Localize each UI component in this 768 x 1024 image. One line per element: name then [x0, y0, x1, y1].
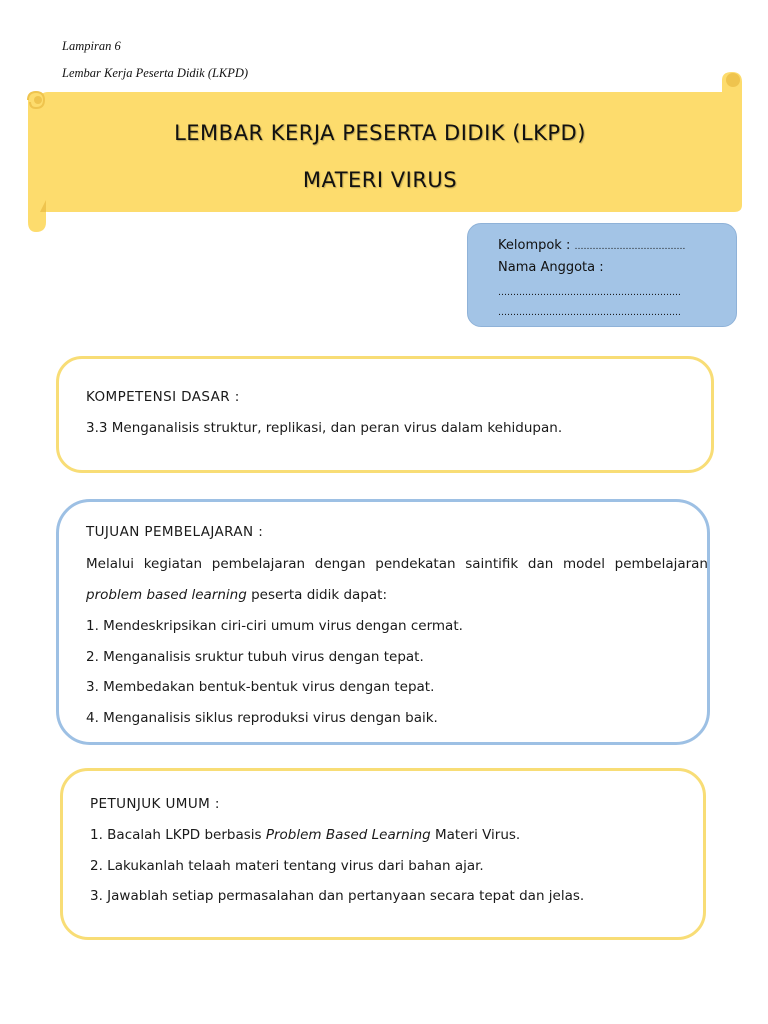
basic-competence-text: 3.3 Menganalisis struktur, replikasi, dan peran virus dalam kehidupan.: [86, 420, 563, 436]
attachment-label: Lampiran 6: [62, 39, 121, 53]
members-label: Nama Anggota :: [498, 260, 604, 275]
document-subtitle: Lembar Kerja Peserta Didik (LKPD): [62, 66, 249, 80]
scroll-banner: [0, 0, 768, 240]
objective-item: 4. Menganalisis siklus reproduksi virus dengan baik.: [86, 710, 438, 726]
basic-competence-heading: KOMPETENSI DASAR :: [86, 389, 240, 405]
objective-item: 1. Mendeskripsikan ciri-ciri umum virus dengan cermat.: [86, 618, 463, 634]
members-blank-2[interactable]: …………………………………………………….: [498, 308, 681, 318]
general-instructions-box: [60, 768, 706, 940]
group-name-blank: ……………………………….: [574, 242, 686, 252]
learning-objectives-box: [56, 499, 710, 745]
basic-competence-box: [56, 356, 714, 473]
general-instructions-heading: PETUNJUK UMUM :: [90, 796, 220, 812]
objective-item: 2. Menganalisis sruktur tubuh virus dengan tepat.: [86, 649, 424, 665]
objective-item: 3. Membedakan bentuk-bentuk virus dengan tepat.: [86, 679, 435, 695]
pbl-term: Problem Based Learning: [265, 827, 431, 843]
group-info-box: [467, 223, 737, 327]
learning-objectives-intro: Melalui kegiatan pembelajaran dengan pendekatan saintifik dan model pembelajaran: [86, 556, 708, 572]
learning-objectives-heading: TUJUAN PEMBELAJARAN :: [86, 524, 264, 540]
banner-title: LEMBAR KERJA PESERTA DIDIK (LKPD): [174, 121, 586, 145]
instruction-item: 3. Jawablah setiap permasalahan dan pertanyaan secara tepat dan jelas.: [90, 888, 585, 904]
group-label: Kelompok :: [498, 238, 571, 253]
pbl-term: problem based learning: [86, 587, 247, 603]
group-name-field[interactable]: [498, 238, 685, 253]
instruction-item: 2. Lakukanlah telaah materi tentang virus dari bahan ajar.: [90, 858, 484, 874]
instruction-item: 1. Bacalah LKPD berbasis Problem Based Learning Materi Virus.: [90, 827, 521, 843]
members-blank-1[interactable]: …………………………………………………….: [498, 288, 681, 298]
banner-subtitle: MATERI VIRUS: [302, 168, 458, 192]
learning-objectives-intro-2: problem based learning peserta didik dapat:: [86, 587, 388, 603]
